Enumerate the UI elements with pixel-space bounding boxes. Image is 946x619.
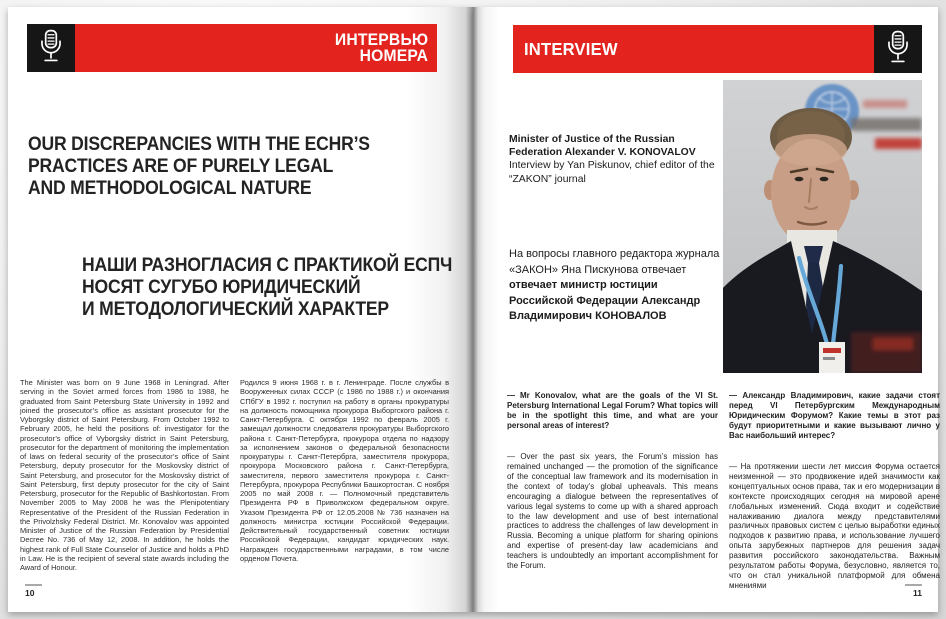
headline-russian-line1: НАШИ РАЗНОГЛАСИЯ С ПРАКТИКОЙ ЕСПЧ: [82, 254, 453, 276]
headline-english-line2: PRACTICES ARE OF PURELY LEGAL: [28, 155, 334, 177]
headline-russian-line2: НОСЯТ СУГУБО ЮРИДИЧЕСКИЙ: [82, 276, 361, 298]
answer-english: — Over the past six years, the Forum’s mission has remained unchanged — the promotion of the significance of the conceptual law framework and its modernisation in the context of today’s global upheavals. This means encouraging a dialogue between the representatives of various legal systems to come up with a shared approach to the law development and use of best international practices to address the challenges of law development in Russia. Becoming a unique platform for sharing opinions and expertise of present-day law academicians and teachers is undoubtedly an important accomplishment for the Forum.: [507, 451, 718, 571]
conference-badge: [819, 342, 845, 373]
page-number-right: [905, 584, 922, 598]
page-number-value: 10: [25, 588, 35, 598]
interviewer-credit: Interview by Yan Piskunov, chief editor of the “ZAKON” journal: [509, 160, 715, 185]
microphone-icon: [885, 30, 911, 69]
folio-rule: [905, 584, 922, 586]
banner-red-bar: [75, 24, 437, 72]
page-number-value: 11: [913, 588, 922, 598]
rubric-banner-left: [27, 24, 437, 72]
magazine-right-page: [473, 7, 938, 612]
page-number-left: [25, 584, 42, 598]
headline-russian: [82, 254, 452, 320]
lead-bold: отвечает министр юстиции Российской Федерации Александр Владимирович КОНОВАЛОВ: [509, 279, 701, 323]
banner-black-square: [874, 25, 922, 73]
backdrop-lower: [851, 332, 922, 373]
headline-russian-line3: И МЕТОДОЛОГИЧЕСКИЙ ХАРАКТЕР: [82, 298, 389, 320]
biography-english: The Minister was born on 9 June 1968 in Leningrad. After serving in the Soviet armed forces from 1986 to 1988, he graduated from Saint Petersburg State University in 1992 and joined the prosecutor’s office as assistant prosecutor for the Vyborgsky district of Saint Petersburg. From October 1992 to February 2005, he held the positions of: investigator for the prosecutor’s office of Vyborgsky district in Saint Petersburg, prosecutor for the department of monitoring the implementation of laws on federal security of the prosecutor’s office of Saint Petersburg, deputy prosecutor for the Moskovsky district of Saint Petersburg, and prosecutor for the Moskovsky district of Saint Petersburg, first deputy prosecutor for the city of Saint Petersburg, prosecutor for the Republic of Bashkortostan. From November 2005 to May 2008 he was the Plenipotentiary Representative of the President of the Russian Federation in the Privolzhsky Federal District. Mr. Konovalov was appointed Minister of Justice of the Russian Federation by Presidential Decree No. 736 of May 12, 2008. In addition, he holds the highest rank of Full State Counselor of Justice and holds a PhD in Law. He is the recipient of several state awards including the Award of Honour.: [20, 378, 229, 572]
rubric-label-line2: НОМЕРА: [359, 47, 428, 65]
magazine-left-page: [8, 7, 473, 612]
rubric-label-line1: ИНТЕРВЬЮ: [334, 30, 428, 49]
minister-name: Minister of Justice of the Russian Federation Alexander V. KONOVALOV: [509, 134, 696, 159]
headline-english-line3: AND METHODOLOGICAL NATURE: [28, 177, 312, 199]
qa-column-english: [507, 391, 718, 571]
question-english: — Mr Konovalov, what are the goals of the VI St. Petersburg International Legal Forum? What topics will be in the spotlight this time, and what are your personal areas of interest?: [507, 391, 718, 430]
lead-paragraph: [509, 247, 722, 325]
qa-column-russian: [729, 391, 940, 591]
biography-russian: Родился 9 июня 1968 г. в г. Ленинграде. После службы в Вооруженных силах СССР (с 1986 по 1988 г.) и окончания СПбГУ в 1992 г. поступил на работу в органы прокуратуры на должность помощника прокурора Выборгского района г. Санкт-Петербурга. С октября 1992 по февраль 2005 г. замещал должности следователя прокуратуры Выборгского района г. Санкт-Петербурга, прокурора отдела по надзору за исполнением законов о федеральной безопасности прокуратуры г. Санкт-Петербрга, заместителя прокурора, прокурора Московского района г. Санкт-Петербурга, заместителя, первого заместителя прокурора г. Санкт-Петербурга, прокурора Республики Башкортостан. С ноября 2005 по май 2008 г. — Полномочный представитель Президента РФ в Приволжском федеральном округе. Указом Президента РФ от 12.05.2008 № 736 назначен на должность министра юстиции Российской Федерации. Действительный государственный советник юстиции Российской Федерации, кандидат юридических наук. Награжден государственными наградами, в том числе орденом Почета.: [240, 378, 449, 563]
interview-kicker: [509, 133, 716, 186]
banner-black-square: [27, 24, 75, 72]
question-russian: — Александр Владимирович, какие задачи стоят перед VI Петербургским Международным Юридическим Форумом? Какие темы в этот раз будут приоритетными и какие вызывают лично у Вас наибольший интерес?: [729, 391, 940, 440]
headline-english-line1: OUR DISCREPANCIES WITH THE ECHR’S: [28, 133, 370, 155]
lead-regular: На вопросы главного редактора журнала «ЗАКОН» Яна Пискунова отвечает: [509, 248, 720, 276]
rubric-banner-right: [513, 25, 922, 73]
minister-portrait-photo: [723, 80, 922, 373]
rubric-label: INTERVIEW: [524, 38, 618, 59]
microphone-icon: [38, 29, 64, 68]
answer-russian: — На протяжении шести лет миссия Форума остается неизменной — это продвижение идей значимости как концептуальных основ права, так и его модернизации в контексте происходящих сегодня на мировой арене глобальных изменений. Сюда входит и содействие налаживанию диалога между представителями различных правовых систем с целью выработки единых подходов к развитию права, и использование лучшего опыта зарубежных партнеров для решения задач развития российского законодательства. Важным результатом работы Форума, безусловно, является то, что он стал уникальной платформой для обмена мнениями: [729, 461, 940, 591]
banner-red-bar: [513, 25, 874, 73]
folio-rule: [25, 584, 42, 586]
headline-english: [28, 133, 370, 199]
